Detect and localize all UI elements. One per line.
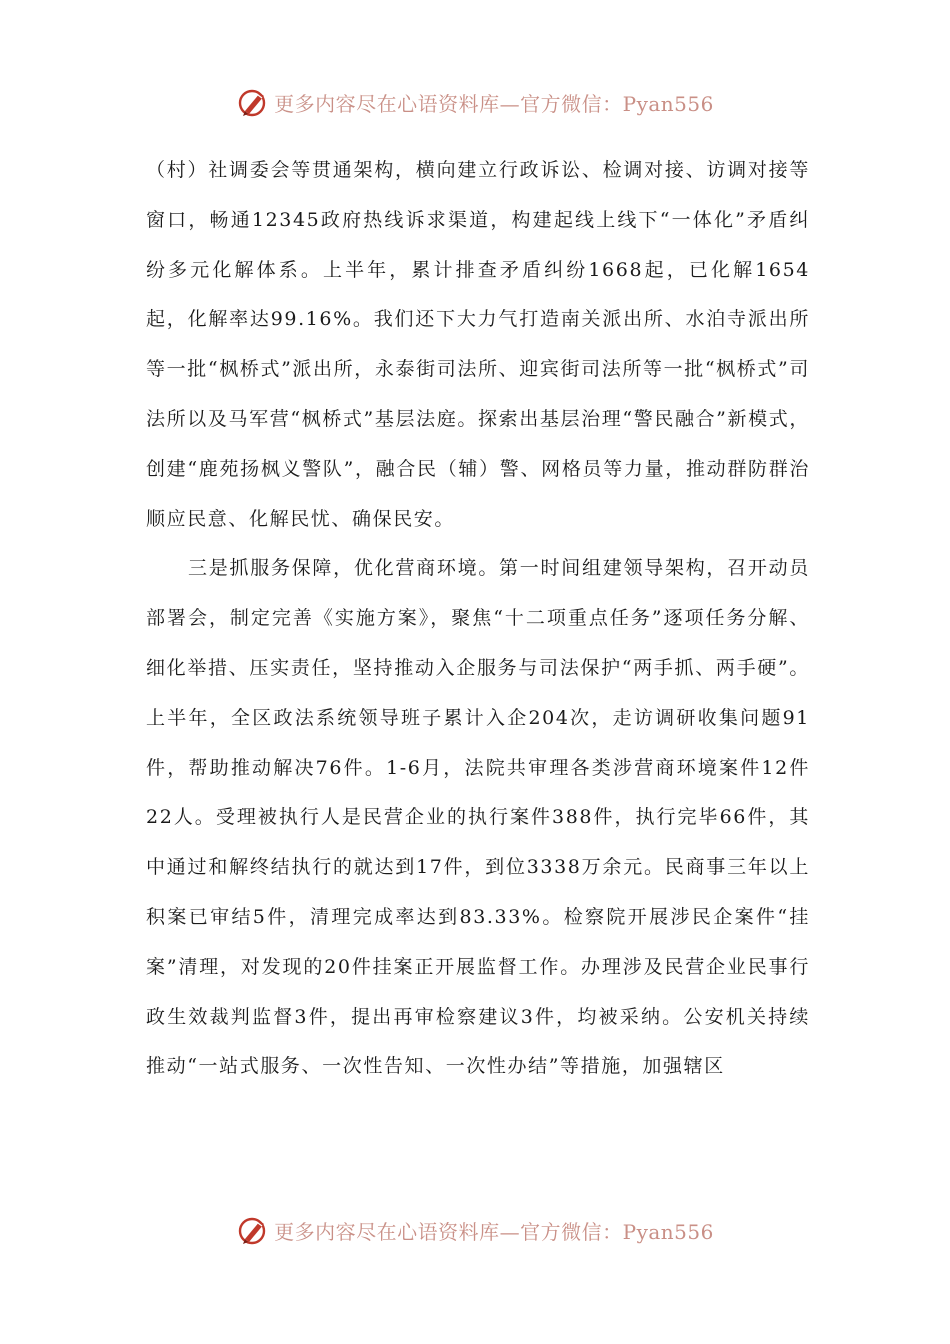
watermark-text: 更多内容尽在心语资料库—官方微信：Pyan556 [274, 91, 714, 116]
body-text [146, 146, 810, 1092]
paragraph-1: （村）社调委会等贯通架构，横向建立行政诉讼、检调对接、访调对接等窗口，畅通12345政府热线诉求渠道，构建起线上线下“一体化”矛盾纠纷多元化解体系。上半年，累计排查矛盾纠纷1668起，已化解1654起，化解率达99.16%。我们还下大力气打造南关派出所、水泊寺派出所等一批“枫桥式”派出所，永泰街司法所、迎宾街司法所等一批“枫桥式”司法所以及马军营“枫桥式”基层法庭。探索出基层治理“警民融合”新模式，创建“鹿苑扬枫义警队”，融合民（辅）警、网格员等力量，推动群防群治顺应民意、化解民忧、确保民安。 [146, 159, 810, 530]
pen-logo-icon [236, 85, 270, 119]
footer-watermark [0, 1208, 950, 1252]
paragraph-2: 三是抓服务保障，优化营商环境。第一时间组建领导架构，召开动员部署会，制定完善《实施方案》，聚焦“十二项重点任务”逐项任务分解、细化举措、压实责任，坚持推动入企服务与司法保护“两手抓、两手硬”。上半年，全区政法系统领导班子累计入企204次，走访调研收集问题91件，帮助推动解决76件。1-6月，法院共审理各类涉营商环境案件12件22人。受理被执行人是民营企业的执行案件388件，执行完毕66件，其中通过和解终结执行的就达到17件，到位3338万余元。民商事三年以上积案已审结5件，清理完成率达到83.33%。检察院开展涉民企案件“挂案”清理，对发现的20件挂案正开展监督工作。办理涉及民营企业民事行政生效裁判监督3件，提出再审检察建议3件，均被采纳。公安机关持续推动“一站式服务、一次性告知、一次性办结”等措施，加强辖区 [146, 557, 810, 1078]
pen-logo-icon [236, 1213, 270, 1247]
watermark-text: 更多内容尽在心语资料库—官方微信：Pyan556 [274, 1219, 714, 1244]
header-watermark [0, 80, 950, 124]
